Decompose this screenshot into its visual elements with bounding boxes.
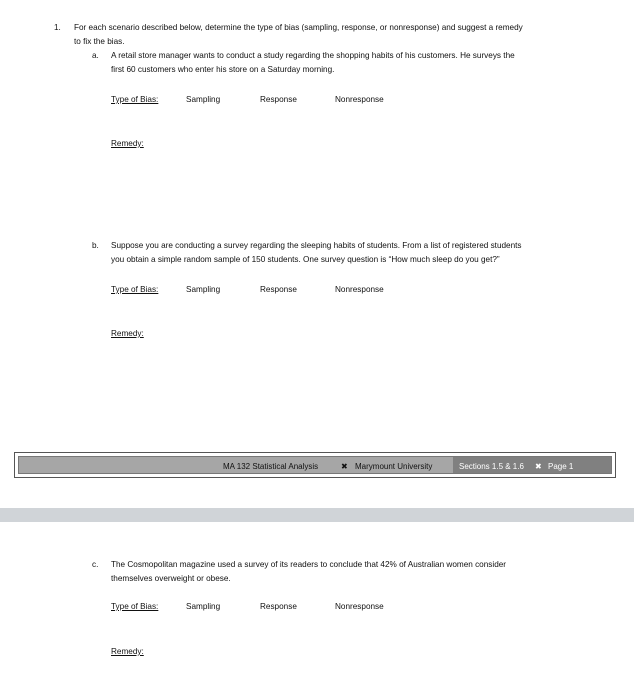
remedy-label: Remedy: <box>111 329 144 338</box>
type-of-bias-label: Type of Bias: <box>111 95 159 104</box>
page-break-divider <box>0 508 634 522</box>
footer-university: Marymount University <box>355 462 433 471</box>
type-of-bias-label: Type of Bias: <box>111 285 159 294</box>
page-footer <box>14 452 616 478</box>
part-a-line1: A retail store manager wants to conduct a study regarding the shopping habits of his customers. He surveys the <box>111 51 515 60</box>
part-c-line1: The Cosmopolitan magazine used a survey of its readers to conclude that 42% of Australian women consider <box>111 560 507 569</box>
part-b-line2: you obtain a simple random sample of 150 students. One survey question is “How much sleep do you get?” <box>111 255 500 264</box>
remedy-label: Remedy: <box>111 139 144 148</box>
part-c-line2: themselves overweight or obese. <box>111 574 231 583</box>
part-c-bias-row <box>0 602 634 614</box>
option-response[interactable]: Response <box>260 95 297 104</box>
question-number: 1. <box>54 23 61 32</box>
part-c-letter: c. <box>92 560 99 569</box>
option-nonresponse[interactable]: Nonresponse <box>335 285 384 294</box>
footer-course: MA 132 Statistical Analysis <box>223 462 319 471</box>
option-sampling[interactable]: Sampling <box>186 285 221 294</box>
part-a-bias-row <box>0 95 634 107</box>
type-of-bias-label: Type of Bias: <box>111 602 159 611</box>
footer-bar <box>18 456 612 474</box>
remedy-label: Remedy: <box>111 647 144 656</box>
part-b-letter: b. <box>92 241 99 250</box>
footer-page: Page 1 <box>548 462 574 471</box>
footer-sections: Sections 1.5 & 1.6 <box>459 462 524 471</box>
question-text-line2: to fix the bias. <box>74 37 125 46</box>
option-nonresponse[interactable]: Nonresponse <box>335 602 384 611</box>
footer-section-box <box>453 457 611 473</box>
footer-separator-icon: ✖ <box>535 462 542 471</box>
option-nonresponse[interactable]: Nonresponse <box>335 95 384 104</box>
option-response[interactable]: Response <box>260 285 297 294</box>
question-text-line1: For each scenario described below, determine the type of bias (sampling, response, or nonresponse) and suggest a remedy <box>74 23 523 32</box>
part-a-letter: a. <box>92 51 99 60</box>
part-a-line2: first 60 customers who enter his store on a Saturday morning. <box>111 65 335 74</box>
option-sampling[interactable]: Sampling <box>186 602 221 611</box>
part-b-bias-row <box>0 285 634 297</box>
option-response[interactable]: Response <box>260 602 297 611</box>
part-b-line1: Suppose you are conducting a survey regarding the sleeping habits of students. From a list of registered students <box>111 241 522 250</box>
footer-separator-icon: ✖ <box>341 462 348 471</box>
option-sampling[interactable]: Sampling <box>186 95 221 104</box>
